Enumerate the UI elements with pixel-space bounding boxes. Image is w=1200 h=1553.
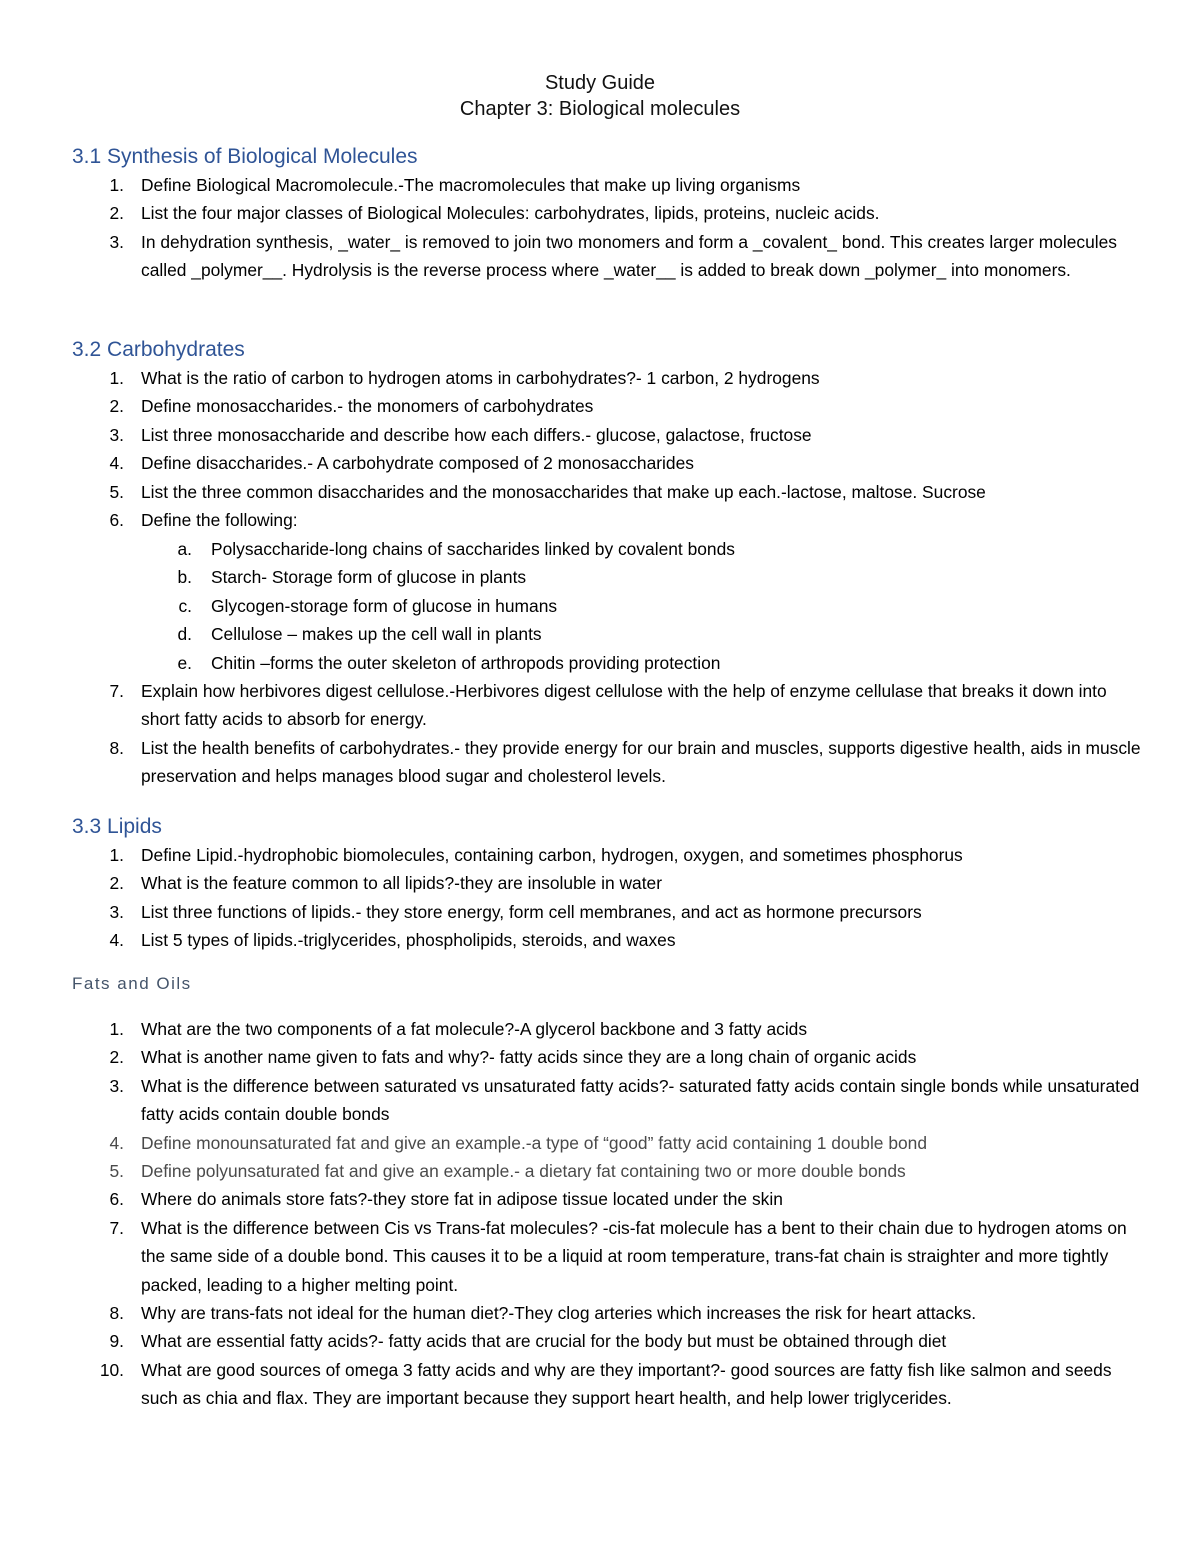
item-text: What are essential fatty acids?- fatty acids that are crucial for the body but must be obtained through diet xyxy=(141,1331,947,1352)
item-number: 7. xyxy=(109,681,124,701)
document-subtitle: Chapter 3: Biological molecules xyxy=(459,98,741,120)
subitem-text: Cellulose – makes up the cell wall in plants xyxy=(211,624,542,645)
list-item xyxy=(72,926,1142,954)
subitem-letter: d. xyxy=(177,624,192,645)
document-title: Study Guide xyxy=(544,72,656,94)
subitem-text: Chitin –forms the outer skeleton of arthropods providing protection xyxy=(211,652,721,673)
list-item xyxy=(72,1129,1142,1157)
item-text: List the four major classes of Biological Molecules: carbohydrates, lipids, proteins, nucleic acids. xyxy=(141,203,880,224)
sublist-item xyxy=(140,592,1140,620)
item-text: Define monounsaturated fat and give an example.-a type of “good” fatty acid containing 1 double bond xyxy=(141,1132,928,1153)
item-number: 4. xyxy=(109,1132,124,1153)
list-item xyxy=(72,841,1142,869)
item-number: 8. xyxy=(109,1303,124,1324)
list-item xyxy=(72,1185,1142,1213)
item-number: 3. xyxy=(109,424,124,445)
item-number: 1. xyxy=(109,175,124,195)
item-number: 1. xyxy=(109,368,124,388)
sublist-item xyxy=(140,563,1140,591)
item-number: 1. xyxy=(109,845,124,865)
item-number: 7. xyxy=(109,1217,124,1238)
subitem-letter: b. xyxy=(177,567,192,588)
subitem-text: Glycogen-storage form of glucose in humans xyxy=(211,595,558,616)
item-text: What are good sources of omega 3 fatty acids and why are they important?- good sources are fatty fish like salmon and seeds such as chia and flax. They are important because they support heart health, and help lower triglycerides. xyxy=(141,1359,1112,1409)
item-text: What is the difference between saturated vs unsaturated fatty acids?- saturated fatty acids contain single bonds while unsaturated fatty acids contain double bonds xyxy=(141,1075,1140,1125)
item-text: Define disaccharides.- A carbohydrate composed of 2 monosaccharides xyxy=(141,453,694,474)
list-item xyxy=(72,1043,1142,1071)
section-heading-3-1: 3.1 Synthesis of Biological Molecules xyxy=(72,145,418,168)
list-item xyxy=(72,1214,1142,1299)
list-item xyxy=(72,1072,1142,1129)
subsection-heading-fats-and-oils: Fats and Oils xyxy=(72,974,192,993)
item-text: Define Biological Macromolecule.-The macromolecules that make up living organisms xyxy=(141,175,801,195)
item-number: 8. xyxy=(109,737,124,758)
item-number: 3. xyxy=(109,901,124,922)
list-item xyxy=(72,228,1142,285)
section-3-1-list xyxy=(72,171,1142,285)
item-text: Where do animals store fats?-they store fat in adipose tissue located under the skin xyxy=(141,1189,783,1210)
list-item xyxy=(72,421,1142,449)
list-item xyxy=(72,506,1142,534)
list-item xyxy=(72,478,1142,506)
item-number: 2. xyxy=(109,873,124,894)
sublist-item xyxy=(140,620,1140,648)
subitem-text: Starch- Storage form of glucose in plants xyxy=(211,567,527,588)
item-number: 4. xyxy=(109,453,124,474)
list-item xyxy=(72,449,1142,477)
section-3-2-list xyxy=(72,364,1142,534)
item-text: Why are trans-fats not ideal for the human diet?-They clog arteries which increases the risk for heart attacks. xyxy=(141,1303,977,1324)
item-text: What are the two components of a fat molecule?-A glycerol backbone and 3 fatty acids xyxy=(141,1019,808,1039)
item-number: 2. xyxy=(109,396,124,417)
item-text: In dehydration synthesis, _water_ is removed to join two monomers and form a _covalent_ bond. This creates larger molecules called _polymer__. Hydrolysis is the reverse process where _water__ is added to break down _polymer_ into monomers. xyxy=(141,231,1117,281)
item-text: Define polyunsaturated fat and give an example.- a dietary fat containing two or more double bonds xyxy=(141,1161,906,1182)
item-number: 6. xyxy=(109,510,124,531)
list-item xyxy=(72,1157,1142,1185)
item-text: List the health benefits of carbohydrates.- they provide energy for our brain and muscles, supports digestive health, aids in muscle preservation and helps manages blood sugar and cholesterol levels. xyxy=(141,737,1141,787)
item-text: List three functions of lipids.- they store energy, form cell membranes, and act as hormone precursors xyxy=(141,901,922,922)
list-item xyxy=(72,734,1142,791)
item-text: Define monosaccharides.- the monomers of carbohydrates xyxy=(141,396,594,417)
list-item xyxy=(72,1356,1142,1413)
section-heading-3-2: 3.2 Carbohydrates xyxy=(72,338,245,361)
item-number: 5. xyxy=(109,1161,124,1182)
list-item xyxy=(72,1015,1142,1043)
section-3-2-list-continued xyxy=(72,677,1142,791)
item-text: List the three common disaccharides and the monosaccharides that make up each.-lactose, maltose. Sucrose xyxy=(141,481,986,502)
subitem-letter: e. xyxy=(177,652,192,673)
list-item xyxy=(72,677,1142,734)
fats-and-oils-list xyxy=(72,1015,1142,1413)
item-number: 2. xyxy=(109,203,124,224)
list-item xyxy=(72,392,1142,420)
item-text: What is another name given to fats and why?- fatty acids since they are a long chain of organic acids xyxy=(141,1047,917,1068)
subitem-letter: a. xyxy=(177,539,192,559)
sublist-item xyxy=(140,535,1140,563)
section-3-3-list xyxy=(72,841,1142,955)
item-text: Define the following: xyxy=(141,510,298,531)
item-text: Explain how herbivores digest cellulose.-Herbivores digest cellulose with the help of enzyme cellulase that breaks it down into short fatty acids to absorb for energy. xyxy=(141,681,1107,730)
list-item xyxy=(72,898,1142,926)
item-text: Define Lipid.-hydrophobic biomolecules, containing carbon, hydrogen, oxygen, and sometimes phosphorus xyxy=(141,845,963,865)
item-number: 5. xyxy=(109,481,124,502)
list-item xyxy=(72,1299,1142,1327)
item-number: 9. xyxy=(109,1331,124,1352)
list-item xyxy=(72,1327,1142,1355)
list-item xyxy=(72,199,1142,227)
list-item xyxy=(72,364,1142,392)
item-text: What is the difference between Cis vs Trans-fat molecules? -cis-fat molecule has a bent to their chain due to hydrogen atoms on the same side of a double bond. This causes it to be a liquid at room temperature, trans-fat chain is straighter and more tightly packed, leading to a higher melting point. xyxy=(141,1217,1127,1295)
item-text: What is the feature common to all lipids?-they are insoluble in water xyxy=(141,873,663,894)
list-item xyxy=(72,869,1142,897)
item-number: 6. xyxy=(109,1189,124,1210)
subitem-letter: c. xyxy=(178,595,192,616)
item-number: 2. xyxy=(109,1047,124,1068)
item-number: 3. xyxy=(109,1075,124,1096)
item-text: List three monosaccharide and describe how each differs.- glucose, galactose, fructose xyxy=(141,424,812,445)
item-number: 3. xyxy=(109,231,124,252)
item-text: What is the ratio of carbon to hydrogen atoms in carbohydrates?- 1 carbon, 2 hydrogens xyxy=(141,368,820,388)
sublist-item xyxy=(140,649,1140,677)
item-number: 10. xyxy=(99,1359,124,1380)
item-number: 1. xyxy=(109,1019,124,1039)
item-text: List 5 types of lipids.-triglycerides, phospholipids, steroids, and waxes xyxy=(141,930,676,951)
define-following-sublist xyxy=(140,535,1140,677)
section-heading-3-3: 3.3 Lipids xyxy=(72,815,162,838)
subitem-text: Polysaccharide-long chains of saccharides linked by covalent bonds xyxy=(211,539,735,559)
list-item xyxy=(72,171,1142,199)
item-number: 4. xyxy=(109,930,124,951)
